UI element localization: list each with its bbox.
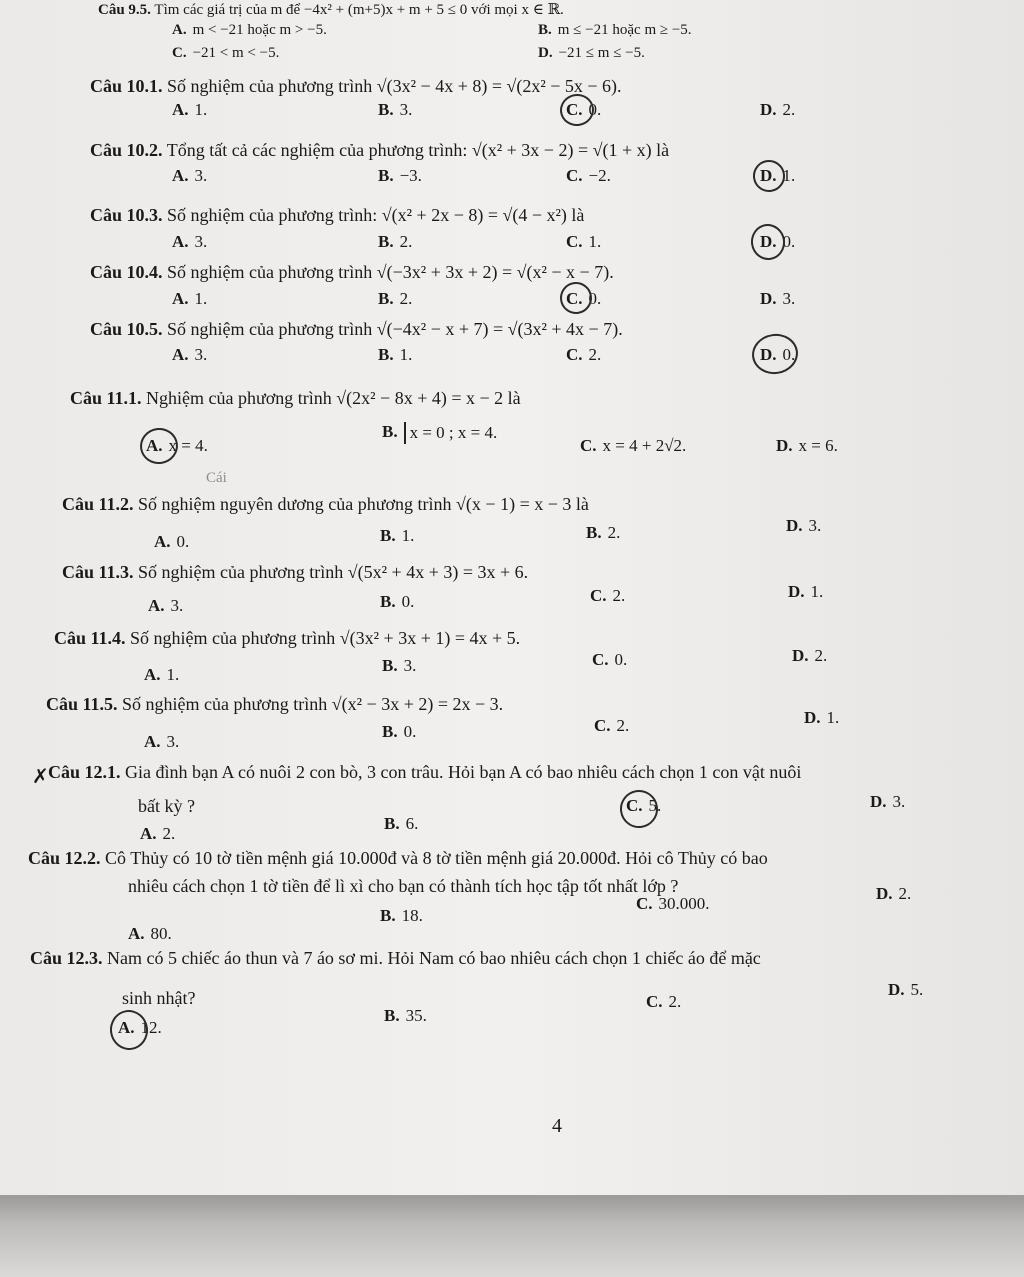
question-11-3: Câu 11.3. Số nghiệm của phương trình √(5x² + 4x + 3) = 3x + 6. [62, 562, 529, 582]
option: A. 1. [172, 289, 208, 308]
question-11-2: Câu 11.2. Số nghiệm nguyên dương của phương trình √(x − 1) = x − 3 là [62, 494, 589, 514]
option: A. 1. [172, 100, 208, 119]
question-11-5: Câu 11.5. Số nghiệm của phương trình √(x² − 3x + 2) = 2x − 3. [46, 694, 504, 714]
option: A. 12. [118, 1018, 162, 1037]
option: A. 3. [172, 166, 208, 185]
table-background [0, 1195, 1024, 1277]
option: B. 2. [586, 523, 621, 542]
question-10-3: Câu 10.3. Số nghiệm của phương trình: √(x² + 2x − 8) = √(4 − x²) là [90, 205, 585, 225]
question-12-1: Câu 12.1. Gia đình bạn A có nuôi 2 con bò, 3 con trâu. Hỏi bạn A có bao nhiêu cách chọn 1 con vật nuôi [48, 762, 802, 782]
answer-circle [618, 788, 661, 831]
question-12-3: Câu 12.3. Nam có 5 chiếc áo thun và 7 áo sơ mi. Hỏi Nam có bao nhiêu cách chọn 1 chiếc áo để mặc [30, 948, 761, 968]
option: C. 5. [626, 796, 662, 815]
option: B. −3. [378, 166, 422, 185]
option: C. 2. [566, 345, 602, 364]
option: C. 0. [566, 289, 602, 308]
option: C. 30.000. [636, 894, 710, 913]
option: C. 0. [592, 650, 628, 669]
option: B. 3. [382, 656, 417, 675]
question-11-4: Câu 11.4. Số nghiệm của phương trình √(3x² + 3x + 1) = 4x + 5. [54, 628, 521, 648]
option: D. 2. [760, 100, 796, 119]
option: B. x = 0 ; x = 4. [382, 422, 498, 443]
option: B. m ≤ −21 hoặc m ≥ −5. [538, 22, 692, 38]
question-10-5: Câu 10.5. Số nghiệm của phương trình √(−4x² − x + 7) = √(3x² + 4x − 7). [90, 319, 623, 339]
option: D. −21 ≤ m ≤ −5. [538, 45, 645, 61]
answer-circle [558, 92, 596, 128]
option: A. 2. [140, 824, 176, 843]
question-12-2-cont: nhiêu cách chọn 1 tờ tiền để lì xì cho bạn có thành tích học tập tốt nhất lớp ? [128, 876, 679, 896]
option: C. −2. [566, 166, 611, 185]
option: D. x = 6. [776, 436, 838, 455]
option: A. m < −21 hoặc m > −5. [172, 22, 327, 38]
option: D. 2. [876, 884, 912, 903]
answer-circle [749, 222, 788, 262]
option: C. 2. [594, 716, 630, 735]
question-10-1: Câu 10.1. Số nghiệm của phương trình √(3x² − 4x + 8) = √(2x² − 5x − 6). [90, 76, 622, 96]
question-10-4: Câu 10.4. Số nghiệm của phương trình √(−3x² + 3x + 2) = √(x² − x − 7). [90, 262, 614, 282]
option: A. 80. [128, 924, 172, 943]
option: B. 1. [378, 345, 413, 364]
question-11-1: Câu 11.1. Nghiệm của phương trình √(2x² − 8x + 4) = x − 2 là [70, 388, 521, 408]
question-12-1-cont: bất kỳ ? [138, 796, 195, 816]
option: B. 2. [378, 289, 413, 308]
option: D. 2. [792, 646, 828, 665]
option: B. 1. [380, 526, 415, 545]
option: B. 2. [378, 232, 413, 251]
answer-circle [138, 426, 181, 467]
option: C. 1. [566, 232, 602, 251]
option: B. 35. [384, 1006, 427, 1025]
option: B. 0. [380, 592, 415, 611]
option: B. 18. [380, 906, 423, 925]
answer-circle [749, 331, 800, 377]
option: D. 0. [760, 232, 796, 251]
option: D. 1. [788, 582, 824, 601]
answer-circle [107, 1008, 150, 1053]
option: A. 3. [144, 732, 180, 751]
page-number: 4 [552, 1115, 562, 1137]
option: A. 0. [154, 532, 190, 551]
question-10-2: Câu 10.2. Tổng tất cả các nghiệm của phương trình: √(x² + 3x − 2) = √(1 + x) là [90, 140, 670, 160]
answer-circle [558, 280, 594, 316]
option: D. 3. [786, 516, 822, 535]
cross-mark: ✗ [32, 766, 49, 788]
option: B. 3. [378, 100, 413, 119]
option: D. 3. [870, 792, 906, 811]
option: C. 2. [646, 992, 682, 1011]
option: C. x = 4 + 2√2. [580, 436, 687, 455]
option: A. 3. [148, 596, 184, 615]
option: D. 5. [888, 980, 924, 999]
option: C. 0. [566, 100, 602, 119]
option: A. 3. [172, 345, 208, 364]
option: C. −21 < m < −5. [172, 45, 280, 61]
option: A. x = 4. [146, 436, 208, 455]
option: B. 6. [384, 814, 419, 833]
option: D. 1. [804, 708, 840, 727]
answer-circle [751, 158, 787, 194]
question-12-3-cont: sinh nhật? [122, 988, 196, 1008]
option: C. 2. [590, 586, 626, 605]
option: B. 0. [382, 722, 417, 741]
smudge-text: Cái [206, 470, 227, 486]
option: D. 0. [760, 345, 796, 364]
question-12-2: Câu 12.2. Cô Thủy có 10 tờ tiền mệnh giá 10.000đ và 8 tờ tiền mệnh giá 20.000đ. Hỏi cô Thủy có bao [28, 848, 768, 868]
option: A. 1. [144, 665, 180, 684]
question-9-5: Câu 9.5. Tìm các giá trị của m để −4x² + (m+5)x + m + 5 ≤ 0 với mọi x ∈ ℝ. [98, 2, 564, 18]
option: D. 1. [760, 166, 796, 185]
option: D. 3. [760, 289, 796, 308]
option: A. 3. [172, 232, 208, 251]
